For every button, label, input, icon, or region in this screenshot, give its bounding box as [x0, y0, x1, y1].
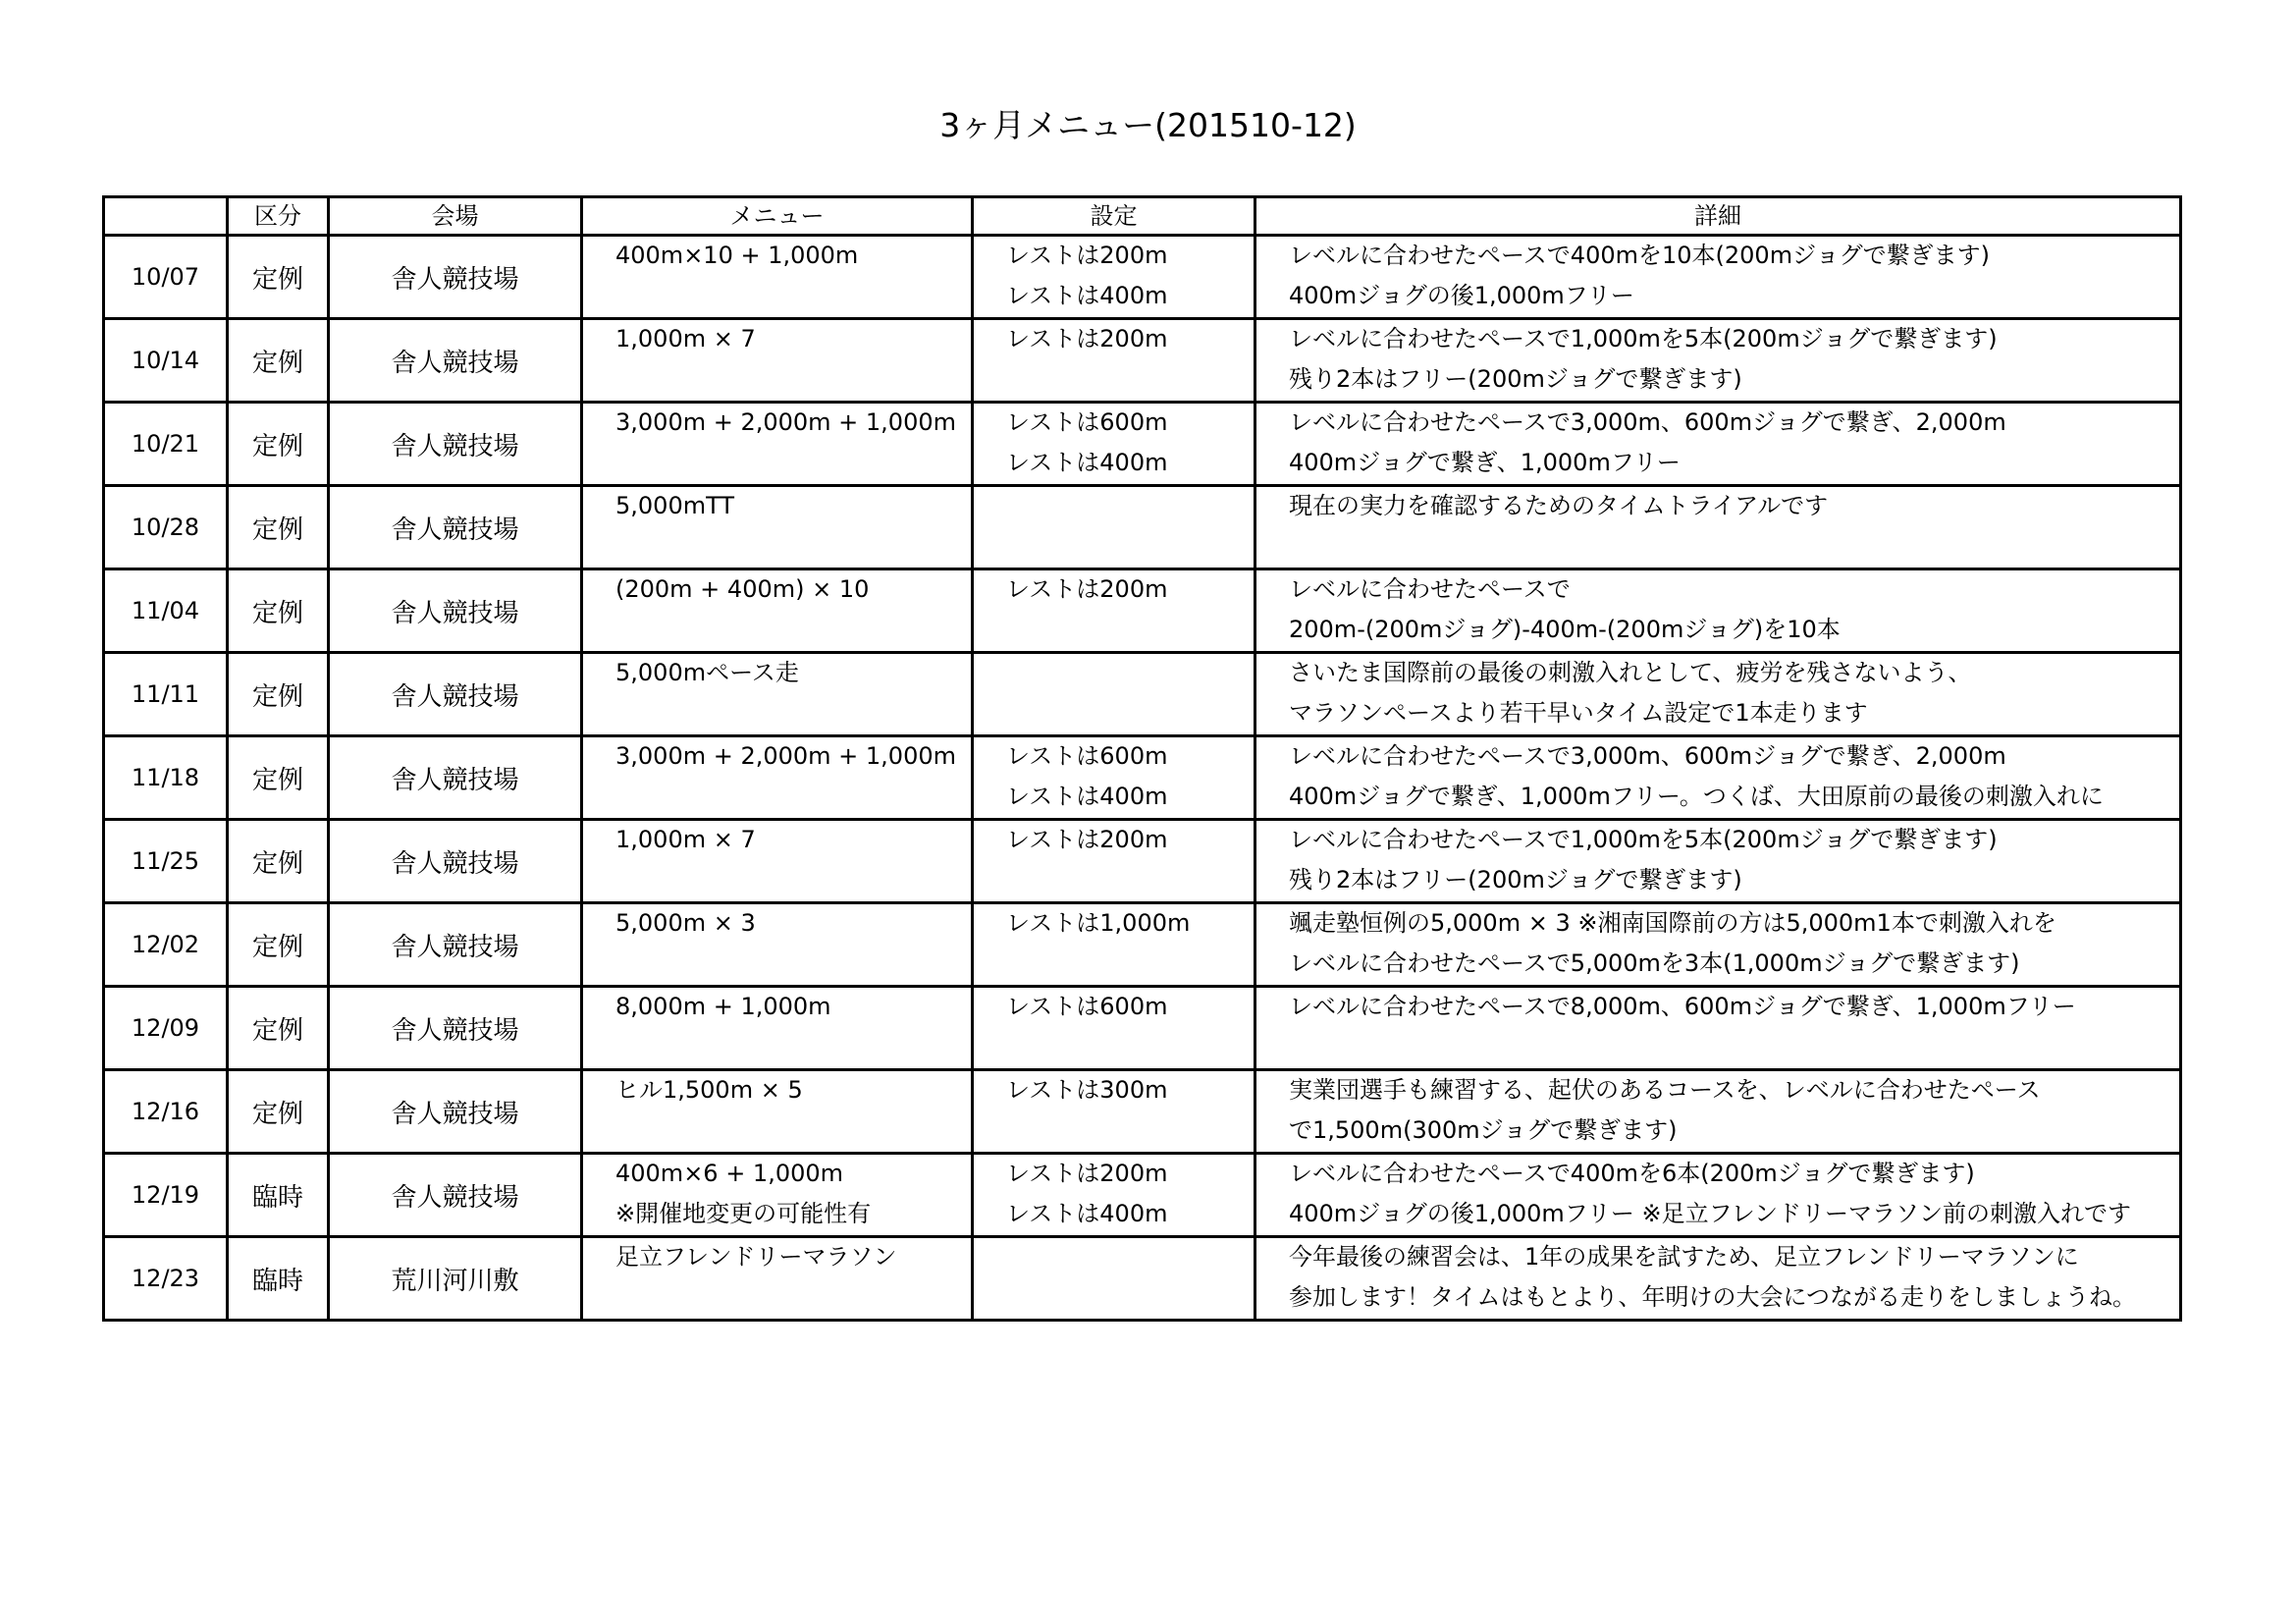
schedule-table	[102, 195, 2182, 1322]
setting-cell-line: レストは600m	[1006, 993, 1168, 1020]
table-row	[104, 1154, 2181, 1237]
category-cell: 臨時	[228, 1154, 329, 1237]
menu-cell	[582, 820, 973, 903]
detail-cell-line: 颯走塾恒例の5,000m × 3 ※湘南国際前の方は5,000m1本で刺激入れを	[1289, 909, 2056, 937]
setting-cell-line	[974, 527, 1254, 568]
menu-cell	[582, 1237, 973, 1321]
setting-cell-line	[974, 360, 1254, 401]
menu-cell-line	[583, 611, 971, 651]
detail-cell-line: 400mジョグで繋ぎ、1,000mフリー。つくば、大田原前の最後の刺激入れに	[1289, 783, 2104, 810]
setting-cell-line: レストは400m	[1006, 783, 1168, 810]
category-cell: 定例	[228, 820, 329, 903]
menu-cell	[582, 319, 973, 403]
detail-cell	[1255, 903, 2181, 987]
detail-cell	[1255, 403, 2181, 486]
detail-cell-line: レベルに合わせたペースで	[1289, 575, 1571, 603]
header-venue: 会場	[329, 197, 582, 236]
setting-cell-line	[974, 1111, 1254, 1152]
detail-cell	[1255, 987, 2181, 1070]
setting-cell-line	[974, 861, 1254, 901]
menu-cell-line: 400m×10 + 1,000m	[615, 242, 859, 269]
detail-cell-line: レベルに合わせたペースで3,000m、600mジョグで繋ぎ、2,000m	[1289, 742, 2006, 770]
setting-cell-line: レストは200m	[1006, 1160, 1168, 1187]
detail-cell	[1255, 1154, 2181, 1237]
setting-cell	[973, 319, 1255, 403]
venue-cell: 舎人競技場	[329, 569, 582, 653]
detail-cell-line: レベルに合わせたペースで400mを6本(200mジョグで繋ぎます)	[1289, 1160, 1975, 1187]
category-cell: 定例	[228, 236, 329, 319]
header-menu: メニュー	[582, 197, 973, 236]
menu-cell-line	[583, 1111, 971, 1152]
table-row	[104, 236, 2181, 319]
date-cell: 10/28	[104, 486, 228, 569]
detail-cell	[1255, 1237, 2181, 1321]
category-cell: 定例	[228, 987, 329, 1070]
menu-cell-line	[583, 277, 971, 317]
venue-cell: 舎人競技場	[329, 1154, 582, 1237]
menu-cell-line: 1,000m × 7	[615, 325, 756, 352]
setting-cell-line	[974, 1028, 1254, 1068]
detail-cell-line	[1256, 527, 2179, 568]
setting-cell-line	[974, 945, 1254, 985]
menu-cell	[582, 653, 973, 736]
detail-cell-line: レベルに合わせたペースで8,000m、600mジョグで繋ぎ、1,000mフリー	[1289, 993, 2076, 1020]
header-setting: 設定	[973, 197, 1255, 236]
detail-cell-line: 残り2本はフリー(200mジョグで繋ぎます)	[1289, 866, 1742, 893]
detail-cell-line: 400mジョグで繋ぎ、1,000mフリー	[1289, 449, 1681, 476]
setting-cell-line: レストは600m	[1006, 742, 1168, 770]
date-cell: 11/11	[104, 653, 228, 736]
table-row	[104, 736, 2181, 820]
date-cell: 11/25	[104, 820, 228, 903]
table-row	[104, 987, 2181, 1070]
menu-cell-line: 5,000mペース走	[615, 659, 799, 686]
menu-cell	[582, 1154, 973, 1237]
detail-cell-line: 200m-(200mジョグ)-400m-(200mジョグ)を10本	[1289, 616, 1841, 643]
date-cell: 12/09	[104, 987, 228, 1070]
detail-cell-line: 参加します！タイムはもとより、年明けの大会につながる走りをしましょうね。	[1289, 1283, 2137, 1311]
menu-cell-line	[583, 945, 971, 985]
detail-cell-line: 今年最後の練習会は、1年の成果を試すため、足立フレンドリーマラソンに	[1289, 1243, 2079, 1271]
venue-cell: 舎人競技場	[329, 987, 582, 1070]
detail-cell	[1255, 820, 2181, 903]
detail-cell-line: レベルに合わせたペースで400mを10本(200mジョグで繋ぎます)	[1289, 242, 1990, 269]
menu-cell-line	[583, 778, 971, 818]
menu-cell	[582, 903, 973, 987]
menu-cell	[582, 236, 973, 319]
table-row	[104, 486, 2181, 569]
detail-cell-line: さいたま国際前の最後の刺激入れとして、疲労を残さないよう、	[1289, 659, 1972, 686]
setting-cell-line: レストは600m	[1006, 408, 1168, 436]
date-cell: 10/21	[104, 403, 228, 486]
detail-cell-line: 実業団選手も練習する、起伏のあるコースを、レベルに合わせたペース	[1289, 1076, 2041, 1104]
table-body	[104, 236, 2181, 1321]
category-cell: 定例	[228, 736, 329, 820]
setting-cell	[973, 1237, 1255, 1321]
setting-cell-line: レストは300m	[1006, 1076, 1168, 1104]
category-cell: 臨時	[228, 1237, 329, 1321]
menu-cell	[582, 569, 973, 653]
category-cell: 定例	[228, 903, 329, 987]
table-row	[104, 319, 2181, 403]
menu-cell-line: 3,000m + 2,000m + 1,000m	[615, 742, 956, 770]
setting-cell	[973, 653, 1255, 736]
category-cell: 定例	[228, 403, 329, 486]
menu-cell-line	[583, 861, 971, 901]
menu-cell-line	[583, 694, 971, 734]
setting-cell	[973, 1154, 1255, 1237]
date-cell: 11/04	[104, 569, 228, 653]
setting-cell	[973, 486, 1255, 569]
category-cell: 定例	[228, 569, 329, 653]
menu-cell-line: ヒル1,500m × 5	[615, 1076, 803, 1104]
detail-cell-line: レベルに合わせたペースで3,000m、600mジョグで繋ぎ、2,000m	[1289, 408, 2006, 436]
menu-cell	[582, 987, 973, 1070]
menu-cell-line: (200m + 400m) × 10	[615, 575, 870, 603]
detail-cell	[1255, 653, 2181, 736]
venue-cell: 舎人競技場	[329, 236, 582, 319]
venue-cell: 舎人競技場	[329, 486, 582, 569]
setting-cell-line	[974, 487, 1254, 527]
menu-cell-line: 8,000m + 1,000m	[615, 993, 831, 1020]
setting-cell	[973, 987, 1255, 1070]
venue-cell: 舎人競技場	[329, 653, 582, 736]
menu-cell-line: 3,000m + 2,000m + 1,000m	[615, 408, 956, 436]
detail-cell-line: 400mジョグの後1,000mフリー ※足立フレンドリーマラソン前の刺激入れです	[1289, 1200, 2132, 1227]
detail-cell	[1255, 486, 2181, 569]
venue-cell: 舎人競技場	[329, 1070, 582, 1154]
venue-cell: 舎人競技場	[329, 403, 582, 486]
setting-cell-line: レストは400m	[1006, 449, 1168, 476]
detail-cell-line: で1,500m(300mジョグで繋ぎます)	[1289, 1116, 1678, 1144]
detail-cell	[1255, 569, 2181, 653]
detail-cell-line	[1256, 1028, 2179, 1068]
venue-cell: 舎人競技場	[329, 820, 582, 903]
setting-cell-line: レストは200m	[1006, 242, 1168, 269]
date-cell: 10/07	[104, 236, 228, 319]
date-cell: 11/18	[104, 736, 228, 820]
setting-cell-line: レストは400m	[1006, 1200, 1168, 1227]
detail-cell-line: マラソンペースより若干早いタイム設定で1本走ります	[1289, 699, 1868, 727]
menu-cell-line: 1,000m × 7	[615, 826, 756, 853]
header-category: 区分	[228, 197, 329, 236]
venue-cell: 舎人競技場	[329, 736, 582, 820]
setting-cell-line: レストは200m	[1006, 826, 1168, 853]
category-cell: 定例	[228, 486, 329, 569]
detail-cell-line: 400mジョグの後1,000mフリー	[1289, 282, 1634, 309]
header-date	[104, 197, 228, 236]
table-row	[104, 653, 2181, 736]
detail-cell-line: 残り2本はフリー(200mジョグで繋ぎます)	[1289, 365, 1742, 393]
setting-cell	[973, 1070, 1255, 1154]
header-detail: 詳細	[1255, 197, 2181, 236]
menu-cell-line: 5,000mTT	[615, 492, 734, 519]
detail-cell	[1255, 236, 2181, 319]
menu-cell-line: 400m×6 + 1,000m	[615, 1160, 844, 1187]
setting-cell-line	[974, 694, 1254, 734]
detail-cell	[1255, 1070, 2181, 1154]
menu-cell-line	[583, 1028, 971, 1068]
menu-cell-line	[583, 444, 971, 484]
table-row	[104, 820, 2181, 903]
menu-cell-line	[583, 527, 971, 568]
setting-cell-line: レストは1,000m	[1006, 909, 1191, 937]
setting-cell	[973, 736, 1255, 820]
venue-cell: 舎人競技場	[329, 903, 582, 987]
date-cell: 12/19	[104, 1154, 228, 1237]
setting-cell-line	[974, 611, 1254, 651]
menu-cell-line	[583, 1278, 971, 1319]
date-cell: 10/14	[104, 319, 228, 403]
detail-cell-line: 現在の実力を確認するためのタイムトライアルです	[1289, 492, 1829, 519]
menu-cell	[582, 486, 973, 569]
date-cell: 12/23	[104, 1237, 228, 1321]
setting-cell	[973, 236, 1255, 319]
setting-cell	[973, 820, 1255, 903]
setting-cell-line: レストは400m	[1006, 282, 1168, 309]
category-cell: 定例	[228, 1070, 329, 1154]
category-cell: 定例	[228, 653, 329, 736]
menu-cell	[582, 1070, 973, 1154]
menu-cell	[582, 736, 973, 820]
date-cell: 12/02	[104, 903, 228, 987]
setting-cell-line	[974, 1278, 1254, 1319]
menu-cell	[582, 403, 973, 486]
detail-cell-line: レベルに合わせたペースで1,000mを5本(200mジョグで繋ぎます)	[1289, 325, 1998, 352]
table-row	[104, 1237, 2181, 1321]
menu-cell-line	[583, 360, 971, 401]
menu-cell-line: 5,000m × 3	[615, 909, 756, 937]
venue-cell: 舎人競技場	[329, 319, 582, 403]
table-row	[104, 403, 2181, 486]
venue-cell: 荒川河川敷	[329, 1237, 582, 1321]
detail-cell-line: レベルに合わせたペースで5,000mを3本(1,000mジョグで繋ぎます)	[1289, 949, 2020, 977]
table-row	[104, 903, 2181, 987]
table-row	[104, 1070, 2181, 1154]
menu-cell-line: 足立フレンドリーマラソン	[615, 1243, 897, 1271]
setting-cell	[973, 569, 1255, 653]
category-cell: 定例	[228, 319, 329, 403]
table-header-row	[104, 197, 2181, 236]
setting-cell-line: レストは200m	[1006, 325, 1168, 352]
date-cell: 12/16	[104, 1070, 228, 1154]
detail-cell	[1255, 736, 2181, 820]
setting-cell-line	[974, 1238, 1254, 1278]
setting-cell	[973, 903, 1255, 987]
setting-cell-line: レストは200m	[1006, 575, 1168, 603]
menu-cell-line: ※開催地変更の可能性有	[615, 1200, 872, 1227]
detail-cell-line: レベルに合わせたペースで1,000mを5本(200mジョグで繋ぎます)	[1289, 826, 1998, 853]
setting-cell	[973, 403, 1255, 486]
table-row	[104, 569, 2181, 653]
detail-cell	[1255, 319, 2181, 403]
setting-cell-line	[974, 654, 1254, 694]
page-title: 3ヶ月メニュー(201510-12)	[939, 106, 1357, 144]
